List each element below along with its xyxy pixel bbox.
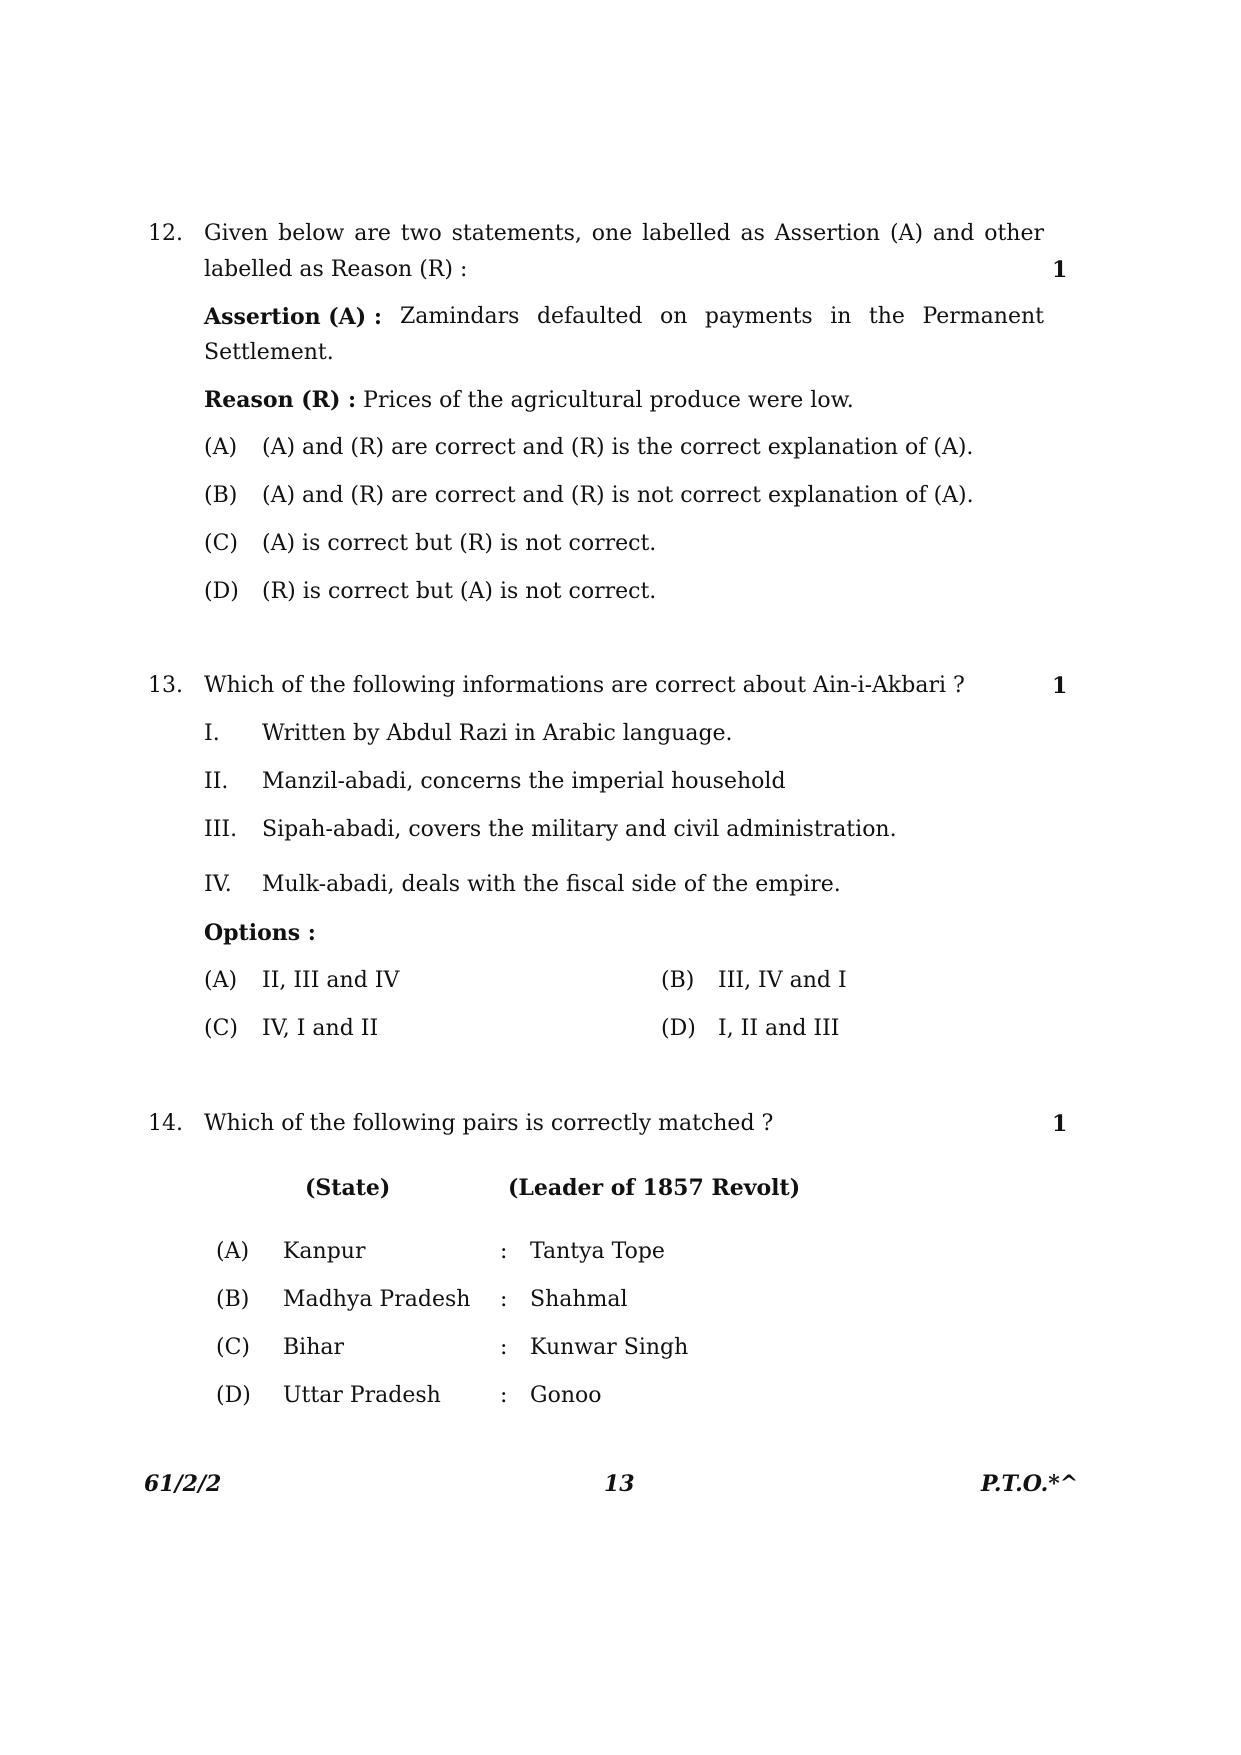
q13-option-label: (D) xyxy=(661,1016,696,1041)
q13-option-text: III, IV and I xyxy=(718,968,847,993)
paper-code: 61/2/2 xyxy=(144,1471,222,1497)
q12-text-line2: labelled as Reason (R) : xyxy=(204,257,468,282)
page-number: 13 xyxy=(604,1471,635,1497)
q14-row-state: Uttar Pradesh xyxy=(283,1383,441,1408)
q12-option-text: (A) and (R) are correct and (R) is the correct explanation of (A). xyxy=(262,435,974,460)
q14-row-separator: : xyxy=(500,1383,508,1408)
q12-option-label: (B) xyxy=(204,483,238,508)
q14-row-leader: Kunwar Singh xyxy=(530,1335,689,1360)
q14-row-state: Bihar xyxy=(283,1335,345,1360)
q14-row-label: (B) xyxy=(216,1287,250,1312)
q14-row-separator: : xyxy=(500,1239,508,1264)
q13-statement-text: Written by Abdul Razi in Arabic language. xyxy=(262,721,733,746)
q14-row-state: Kanpur xyxy=(283,1239,366,1264)
q12-option-label: (A) xyxy=(204,435,238,460)
q12-assertion xyxy=(204,303,1044,331)
q14-row-leader: Tantya Tope xyxy=(530,1239,665,1264)
q14-row-leader: Shahmal xyxy=(530,1287,628,1312)
q12-text-line1: Given below are two statements, one labelled as Assertion (A) and other xyxy=(204,221,1044,246)
q14-row-separator: : xyxy=(500,1287,508,1312)
q12-marks: 1 xyxy=(1052,257,1068,283)
q12-option-text: (R) is correct but (A) is not correct. xyxy=(262,579,657,604)
reason-label: Reason (R) : xyxy=(204,387,357,413)
assertion-text-line2: Settlement. xyxy=(204,340,334,365)
q13-statement-label: II. xyxy=(204,769,229,794)
q13-statement-text: Mulk-abadi, deals with the fiscal side of the empire. xyxy=(262,872,841,897)
q12-option-text: (A) is correct but (R) is not correct. xyxy=(262,531,657,556)
q13-option-label: (A) xyxy=(204,968,238,993)
q13-option-label: (B) xyxy=(661,968,695,993)
q14-row-leader: Gonoo xyxy=(530,1383,602,1408)
q14-text: Which of the following pairs is correctly matched ? xyxy=(204,1111,774,1136)
q14-col-header-state: (State) xyxy=(305,1175,391,1201)
q13-number: 13. xyxy=(148,673,183,698)
q13-statement-label: III. xyxy=(204,817,238,842)
q13-marks: 1 xyxy=(1052,673,1068,699)
q13-statement-text: Manzil-abadi, concerns the imperial household xyxy=(262,769,786,794)
q13-options-heading: Options : xyxy=(204,920,316,946)
q14-row-label: (A) xyxy=(216,1239,250,1264)
q12-option-text: (A) and (R) are correct and (R) is not correct explanation of (A). xyxy=(262,483,974,508)
q14-marks: 1 xyxy=(1052,1111,1068,1137)
q12-option-label: (C) xyxy=(204,531,238,556)
q13-option-text: II, III and IV xyxy=(262,968,400,993)
q14-row-separator: : xyxy=(500,1335,508,1360)
q13-option-label: (C) xyxy=(204,1016,238,1041)
q14-row-state: Madhya Pradesh xyxy=(283,1287,471,1312)
q13-statement-text: Sipah-abadi, covers the military and civil administration. xyxy=(262,817,897,842)
q13-option-text: I, II and III xyxy=(718,1016,840,1041)
q13-statement-label: IV. xyxy=(204,872,232,897)
q13-text: Which of the following informations are correct about Ain-i-Akbari ? xyxy=(204,673,965,698)
assertion-text: Zamindars defaulted on payments in the Permanent xyxy=(399,304,1044,329)
assertion-label: Assertion (A) : xyxy=(204,304,382,330)
q13-statement-label: I. xyxy=(204,721,220,746)
q14-col-header-leader: (Leader of 1857 Revolt) xyxy=(508,1175,801,1201)
q14-row-label: (C) xyxy=(216,1335,250,1360)
q12-option-label: (D) xyxy=(204,579,239,604)
reason-text: Prices of the agricultural produce were low. xyxy=(363,388,854,413)
q13-option-text: IV, I and II xyxy=(262,1016,379,1041)
pto-label: P.T.O.*^ xyxy=(981,1471,1079,1497)
q14-number: 14. xyxy=(148,1111,183,1136)
q12-number: 12. xyxy=(148,221,183,246)
q12-reason xyxy=(204,386,854,415)
q14-row-label: (D) xyxy=(216,1383,251,1408)
